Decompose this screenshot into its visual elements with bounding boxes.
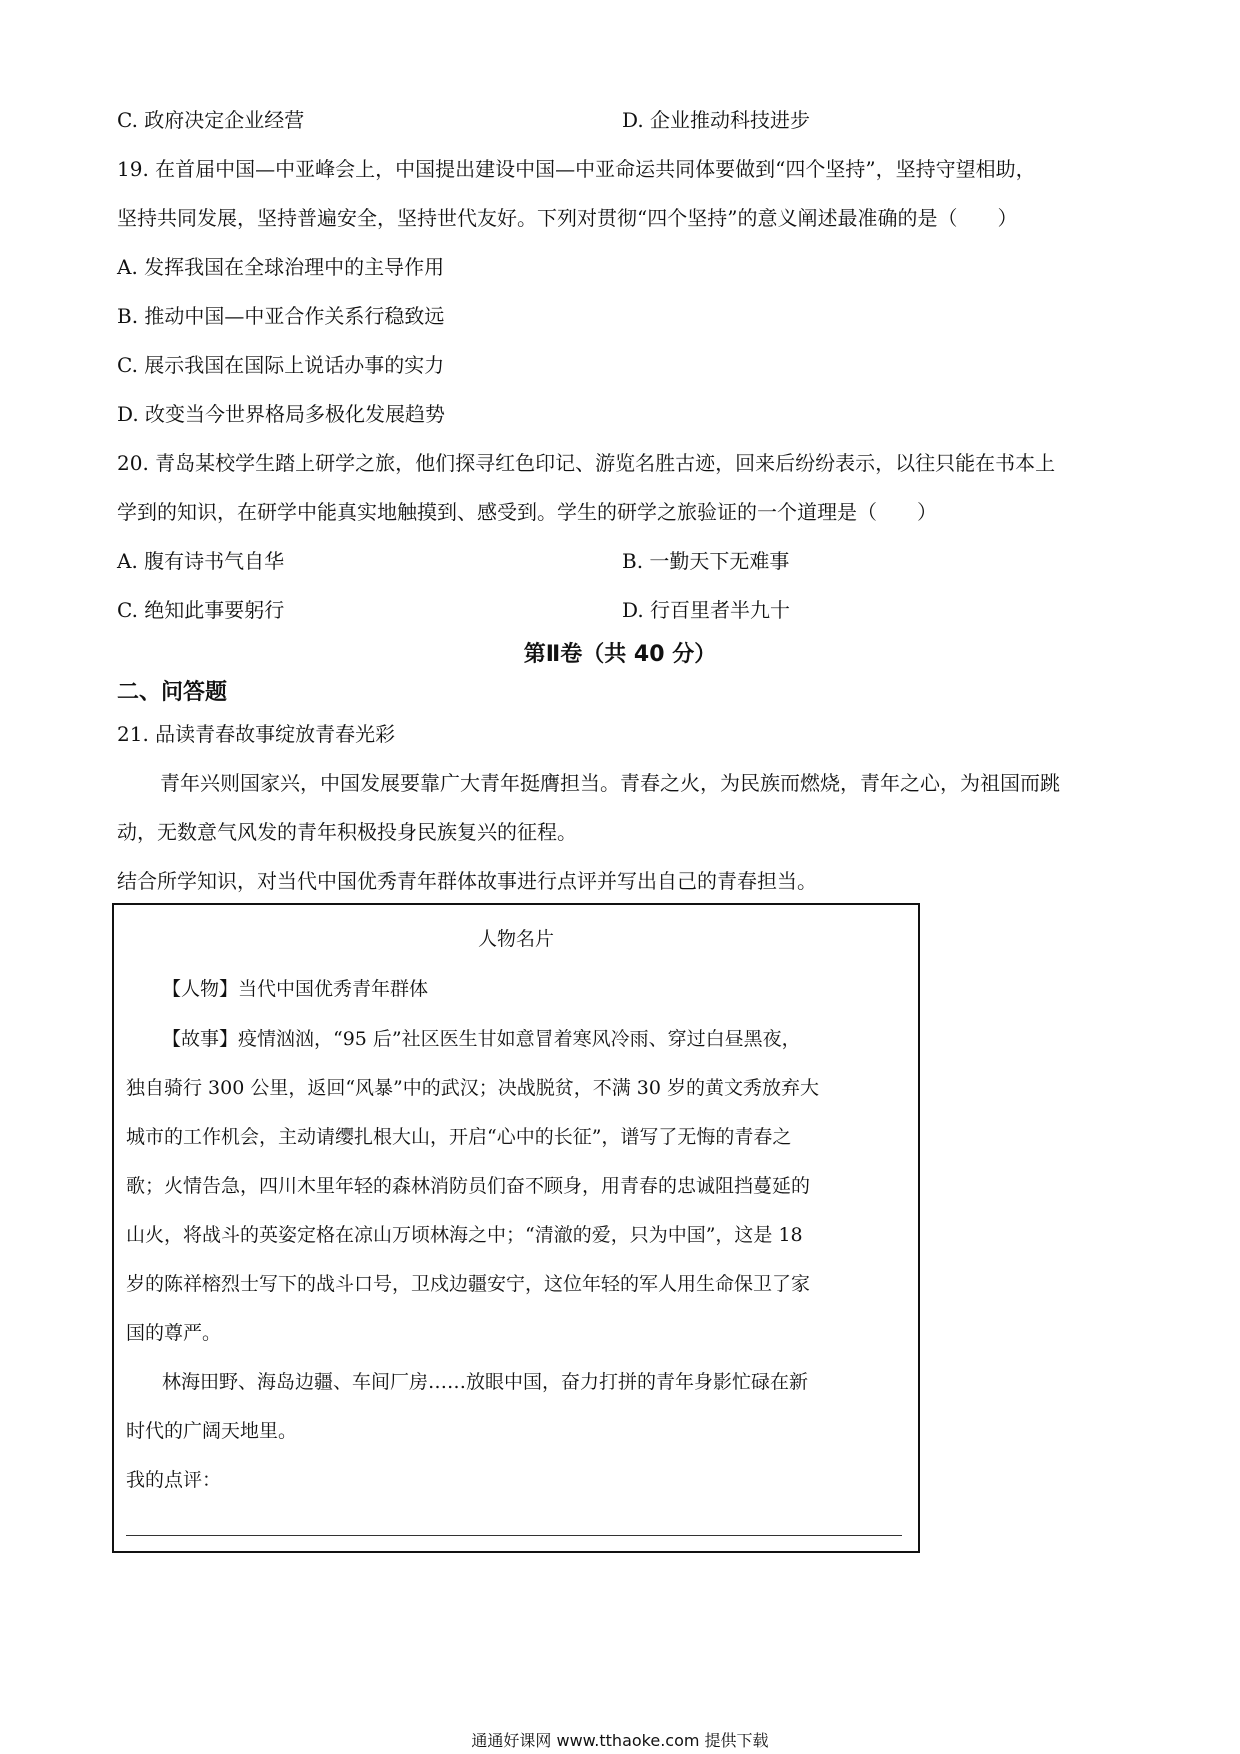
card-story-line: 歌；火情告急，四川木里年轻的森林消防员们奋不顾身，用青春的忠诚阻挡蔓延的: [126, 1175, 811, 1197]
card-story-line: 独自骑行 300 公里，返回“风暴”中的武汉；决战脱贫，不满 30 岁的黄文秀放弃大: [126, 1077, 820, 1099]
q21-title: 21. 品读青春故事绽放青春光彩: [117, 722, 396, 746]
q19-option-c: C. 展示我国在国际上说话办事的实力: [117, 353, 445, 377]
q20-option-a: A. 腹有诗书气自华: [117, 549, 285, 573]
answer-line[interactable]: [126, 1535, 902, 1536]
q19-option-d: D. 改变当今世界格局多极化发展趋势: [117, 402, 446, 426]
section-title: 第Ⅱ卷（共 40 分）: [523, 642, 717, 667]
q18-option-c: C. 政府决定企业经营: [117, 108, 305, 132]
card-story-line: 岁的陈祥榕烈士写下的战斗口号，卫戍边疆安宁，这位年轻的军人用生命保卫了家: [126, 1273, 811, 1295]
q21-intro-line2: 动，无数意气风发的青年积极投身民族复兴的征程。: [117, 820, 577, 844]
q20-stem-line1: 20. 青岛某校学生踏上研学之旅，他们探寻红色印记、游览名胜古迹，回来后纷纷表示，以往只能在书本上: [117, 451, 1056, 475]
q19-stem-line2: 坚持共同发展，坚持普遍安全，坚持世代友好。下列对贯彻“四个坚持”的意义阐述最准确的是（ ）: [117, 206, 1018, 230]
card-story-line: 国的尊严。: [126, 1322, 222, 1344]
q18-option-d: D. 企业推动科技进步: [622, 108, 811, 132]
q20-option-d: D. 行百里者半九十: [622, 598, 791, 622]
q20-option-c: C. 绝知此事要躬行: [117, 598, 285, 622]
q21-intro-line1: 青年兴则国家兴，中国发展要靠广大青年挺膺担当。青春之火，为民族而燃烧，青年之心，为祖国而跳: [160, 771, 1060, 795]
card-story-line: 【故事】疫情汹汹，“95 后”社区医生甘如意冒着寒风冷雨、穿过白昼黑夜，: [162, 1028, 801, 1050]
card-person: 【人物】当代中国优秀青年群体: [162, 978, 429, 1000]
comment-label: 我的点评：: [126, 1469, 222, 1491]
page-footer: 通通好课网 www.tthaoke.com 提供下载: [471, 1731, 769, 1750]
q19-option-b: B. 推动中国—中亚合作关系行稳致远: [117, 304, 445, 328]
card-story-line: 城市的工作机会，主动请缨扎根大山，开启“心中的长征”，谱写了无悔的青春之: [126, 1126, 792, 1148]
q20-stem-line2: 学到的知识，在研学中能真实地触摸到、感受到。学生的研学之旅验证的一个道理是（ ）: [117, 500, 937, 524]
q19-option-a: A. 发挥我国在全球治理中的主导作用: [117, 255, 445, 279]
card-title: 人物名片: [477, 928, 554, 950]
card-story-line: 山火，将战斗的英姿定格在凉山万顷林海之中；“清澈的爱，只为中国”，这是 18: [126, 1224, 803, 1246]
q21-task: 结合所学知识，对当代中国优秀青年群体故事进行点评并写出自己的青春担当。: [117, 869, 817, 893]
card-closing-line1: 林海田野、海岛边疆、车间厂房……放眼中国，奋力打拼的青年身影忙碌在新: [162, 1371, 809, 1393]
person-card: [112, 903, 920, 1553]
q19-stem-line1: 19. 在首届中国—中亚峰会上，中国提出建设中国—中亚命运共同体要做到“四个坚持”，坚持守望相助，: [117, 157, 1036, 181]
card-closing-line2: 时代的广阔天地里。: [126, 1420, 298, 1442]
part-title: 二、问答题: [117, 680, 228, 705]
q20-option-b: B. 一勤天下无难事: [622, 549, 790, 573]
